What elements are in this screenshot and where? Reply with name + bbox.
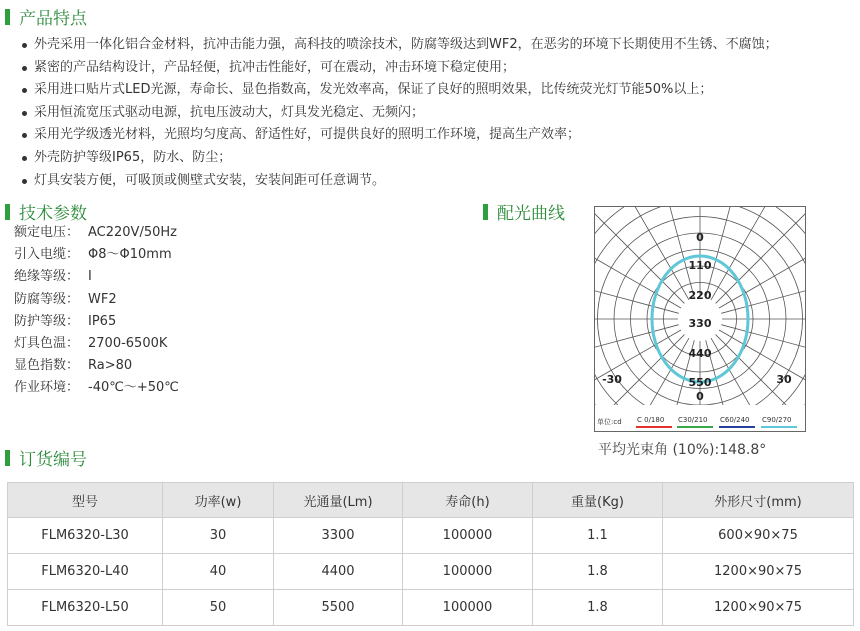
col-header-weight: 重量(Kg): [533, 483, 663, 518]
spec-row: 作业环境： -40℃～+50℃: [14, 380, 179, 396]
radial-label-110: 110: [688, 259, 712, 272]
col-header-dimensions: 外形尺寸(mm): [663, 483, 854, 518]
bullet-icon: [22, 66, 27, 71]
specs-section-title: [5, 199, 87, 224]
radial-label-220: 220: [688, 289, 712, 302]
spec-row: 额定电压： AC220V/50Hz: [14, 225, 177, 240]
section-marker: [5, 204, 10, 220]
cell-life: 100000: [403, 518, 533, 554]
spec-row: 显色指数： Ra>80: [14, 358, 133, 374]
radial-label-bottom: 0: [696, 390, 704, 403]
cell-flux: 3300: [274, 518, 403, 554]
feature-item: 采用进口贴片式LED光源，寿命长、显色指数高，发光效率高，保证了良好的照明效果，比传统荧光灯节能50%以上；: [20, 79, 855, 102]
section-marker: [5, 9, 10, 25]
cell-life: 100000: [403, 554, 533, 590]
cell-dimensions: 1200×90×75: [663, 590, 854, 626]
spec-row: 绝缘等级： I: [14, 269, 92, 285]
cell-model: FLM6320-L30: [8, 518, 163, 554]
cell-weight: 1.1: [533, 518, 663, 554]
specs-title: 技术参数: [19, 204, 87, 224]
cell-flux: 5500: [274, 590, 403, 626]
bullet-icon: [22, 88, 27, 93]
table-row: [8, 518, 854, 554]
feature-item: 紧密的产品结构设计，产品轻便，抗冲击性能好，可在震动，冲击环境下稳定使用；: [20, 57, 855, 80]
legend-c90-270: C90/270: [762, 416, 792, 424]
cell-dimensions: 600×90×75: [663, 518, 854, 554]
col-header-flux: 光通量(Lm): [274, 483, 403, 518]
light-curve-section-title: [483, 199, 565, 224]
legend-c30-210: C30/210: [678, 416, 708, 424]
radial-label-550: 550: [688, 376, 712, 389]
cell-model: FLM6320-L50: [8, 590, 163, 626]
table-header-row: [8, 483, 854, 518]
beam-angle-text: 平均光束角 (10%):148.8°: [598, 442, 767, 458]
radial-label-330: 330: [688, 317, 712, 330]
bullet-icon: [22, 179, 27, 184]
radial-label-0: 0: [696, 231, 704, 244]
table-row: [8, 590, 854, 626]
section-marker: [5, 450, 10, 466]
feature-item: 采用恒流宽压式驱动电源，抗电压波动大，灯具发光稳定、无频闪；: [20, 102, 855, 125]
spec-row: 防护等级： IP65: [14, 313, 117, 329]
col-header-life: 寿命(h): [403, 483, 533, 518]
feature-item: 外壳防护等级IP65，防水、防尘；: [20, 147, 855, 170]
bullet-icon: [22, 111, 27, 116]
features-title: 产品特点: [19, 9, 87, 29]
col-header-power: 功率(w): [163, 483, 274, 518]
bullet-icon: [22, 133, 27, 138]
radial-label-440: 440: [688, 347, 712, 360]
light-curve-title: 配光曲线: [497, 204, 565, 224]
cell-life: 100000: [403, 590, 533, 626]
cell-weight: 1.8: [533, 590, 663, 626]
legend-c60-240: C60/240: [720, 416, 750, 424]
spec-row: 防腐等级： WF2: [14, 291, 117, 307]
feature-item: 采用光学级透光材料，光照均匀度高、舒适性好，可提供良好的照明工作环境，提高生产效率；: [20, 124, 855, 147]
cell-power: 50: [163, 590, 274, 626]
light-distribution-polar-chart: [594, 206, 806, 432]
spec-row: 引入电缆： Φ8～Φ10mm: [14, 247, 172, 263]
col-header-model: 型号: [8, 483, 163, 518]
cell-flux: 4400: [274, 554, 403, 590]
features-list: [20, 34, 855, 192]
unit-label: 单位:cd: [597, 418, 622, 426]
spec-row: 灯具色温： 2700-6500K: [14, 336, 168, 352]
bullet-icon: [22, 156, 27, 161]
order-table: [7, 482, 854, 626]
angle-label-left: -30: [602, 373, 622, 386]
bullet-icon: [22, 43, 27, 48]
cell-power: 40: [163, 554, 274, 590]
order-title: 订货编号: [19, 450, 87, 470]
features-section-title: [5, 4, 87, 29]
cell-dimensions: 1200×90×75: [663, 554, 854, 590]
cell-model: FLM6320-L40: [8, 554, 163, 590]
table-row: [8, 554, 854, 590]
cell-weight: 1.8: [533, 554, 663, 590]
order-section-title: [5, 445, 87, 470]
feature-item: 灯具安装方便，可吸顶或侧壁式安装，安装间距可任意调节。: [20, 170, 855, 193]
angle-label-right: 30: [776, 373, 792, 386]
feature-item: 外壳采用一体化铝合金材料，抗冲击能力强，高科技的喷涂技术，防腐等级达到WF2，在恶劣的环境下长期使用不生锈、不腐蚀；: [20, 34, 855, 57]
specs-list: [14, 222, 434, 400]
cell-power: 30: [163, 518, 274, 554]
legend-c0-180: C 0/180: [637, 416, 665, 424]
section-marker: [483, 204, 488, 220]
